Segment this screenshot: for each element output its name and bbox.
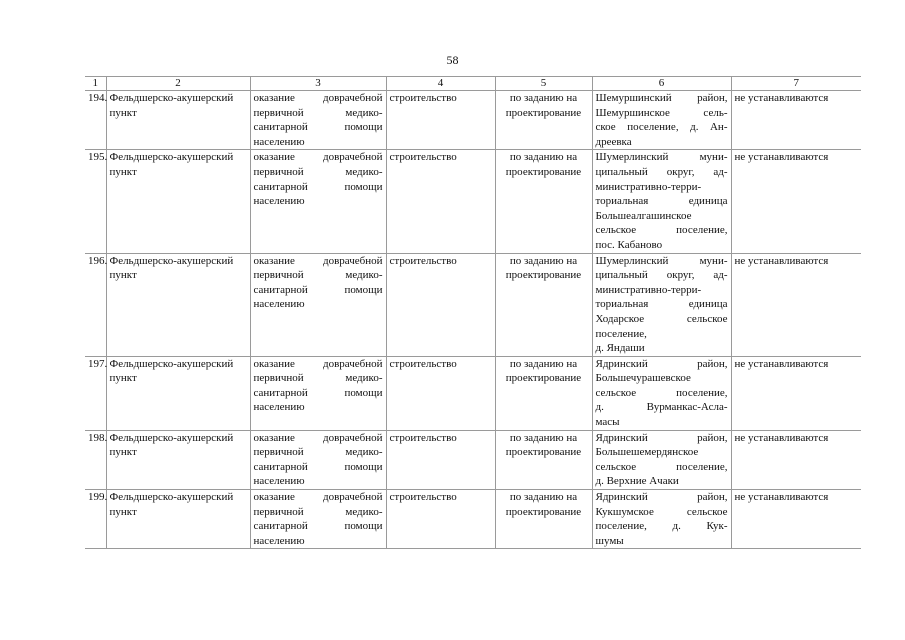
location-line: Шемуршинский район,	[595, 92, 728, 104]
page-number: 58	[446, 53, 459, 67]
zones-cell: не устанавливаются	[731, 91, 861, 150]
capacity-cell: по заданию на проектирование	[495, 490, 592, 549]
zones-cell: не устанавливаются	[731, 253, 861, 356]
location-line: Шемуршинское сель-	[595, 106, 728, 119]
location-line: д. Яндаши	[595, 342, 645, 355]
work-type-cell: строительство	[386, 356, 495, 430]
table-row	[85, 150, 861, 253]
location-line: Кукшумское сельское	[595, 505, 728, 518]
location-line: министративно-терри-	[595, 283, 702, 296]
facilities-table	[85, 76, 861, 549]
row-number-cell: 194.	[85, 91, 106, 150]
capacity-cell: по заданию на проектирование	[495, 356, 592, 430]
location-line: Шумерлинский муни-	[595, 151, 728, 164]
row-number-cell: 199.	[85, 490, 106, 549]
capacity-cell: по заданию на проектирование	[495, 91, 592, 150]
location-line: поселение,	[595, 327, 647, 340]
location-line: Ходарское сельское	[595, 312, 728, 325]
column-number-row	[85, 77, 861, 91]
facility-name-cell: Фельдшерско-акушерский пункт	[106, 150, 250, 253]
location-line: Большечурашевское	[595, 372, 691, 385]
location-line: Большеалгашинское	[595, 209, 692, 222]
location-line: пос. Кабаново	[595, 238, 663, 251]
location-line: д. Вурманкас-Асла-	[595, 401, 728, 414]
table-row	[85, 356, 861, 430]
location-line: Ядринский район,	[595, 431, 728, 444]
location-cell	[592, 253, 731, 356]
location-cell	[592, 430, 731, 489]
location-line: сельское поселение,	[595, 224, 728, 237]
location-line: ториальная единица	[595, 298, 728, 311]
location-line: дреевка	[595, 135, 632, 148]
location-line: ториальная единица	[595, 195, 728, 208]
location-line: Ядринский район,	[595, 357, 728, 370]
work-type-cell: строительство	[386, 150, 495, 253]
location-cell	[592, 91, 731, 150]
location-line: сельское поселение,	[595, 460, 728, 473]
location-cell	[592, 356, 731, 430]
location-line: д. Верхние Ачаки	[595, 475, 679, 488]
zones-cell: не устанавливаются	[731, 490, 861, 549]
location-line: ципальный округ, ад-	[595, 269, 728, 282]
location-line: ское поселение, д. Ан-	[595, 121, 728, 134]
facility-name-cell: Фельдшерско-акушерский пункт	[106, 91, 250, 150]
location-line: поселение, д. Кук-	[595, 520, 728, 533]
table-row	[85, 430, 861, 489]
row-number-cell: 196.	[85, 253, 106, 356]
column-header: 5	[495, 77, 592, 91]
column-header: 2	[106, 77, 250, 91]
purpose-cell: оказание доврачебной первичной медико-санитарной помощи населению	[250, 490, 386, 549]
row-number-cell: 197.	[85, 356, 106, 430]
location-line: ципальный округ, ад-	[595, 165, 728, 178]
location-line: шумы	[595, 534, 624, 547]
capacity-cell: по заданию на проектирование	[495, 150, 592, 253]
capacity-cell: по заданию на проектирование	[495, 253, 592, 356]
location-line: министративно-терри-	[595, 180, 702, 193]
capacity-cell: по заданию на проектирование	[495, 430, 592, 489]
column-header: 3	[250, 77, 386, 91]
table-row	[85, 253, 861, 356]
purpose-cell: оказание доврачебной первичной медико-санитарной помощи населению	[250, 91, 386, 150]
zones-cell: не устанавливаются	[731, 356, 861, 430]
location-line: масы	[595, 416, 620, 429]
purpose-cell: оказание доврачебной первичной медико-санитарной помощи населению	[250, 150, 386, 253]
location-line: Большешемердянское	[595, 446, 699, 459]
facility-name-cell: Фельдшерско-акушерский пункт	[106, 490, 250, 549]
table-body	[85, 91, 861, 549]
column-header: 1	[85, 77, 106, 91]
column-header: 7	[731, 77, 861, 91]
column-header: 6	[592, 77, 731, 91]
zones-cell: не устанавливаются	[731, 430, 861, 489]
purpose-cell: оказание доврачебной первичной медико-санитарной помощи населению	[250, 253, 386, 356]
location-cell	[592, 150, 731, 253]
work-type-cell: строительство	[386, 430, 495, 489]
purpose-cell: оказание доврачебной первичной медико-санитарной помощи населению	[250, 356, 386, 430]
location-line: Ядринский район,	[595, 491, 728, 504]
facility-name-cell: Фельдшерско-акушерский пункт	[106, 253, 250, 356]
row-number-cell: 198.	[85, 430, 106, 489]
location-line: сельское поселение,	[595, 386, 728, 399]
row-number-cell: 195.	[85, 150, 106, 253]
work-type-cell: строительство	[386, 490, 495, 549]
facility-name-cell: Фельдшерско-акушерский пункт	[106, 430, 250, 489]
purpose-cell: оказание доврачебной первичной медико-санитарной помощи населению	[250, 430, 386, 489]
work-type-cell: строительство	[386, 91, 495, 150]
location-line: Шумерлинский муни-	[595, 254, 728, 267]
location-cell	[592, 490, 731, 549]
column-header: 4	[386, 77, 495, 91]
work-type-cell: строительство	[386, 253, 495, 356]
zones-cell: не устанавливаются	[731, 150, 861, 253]
table-row	[85, 490, 861, 549]
table-row	[85, 91, 861, 150]
facility-name-cell: Фельдшерско-акушерский пункт	[106, 356, 250, 430]
